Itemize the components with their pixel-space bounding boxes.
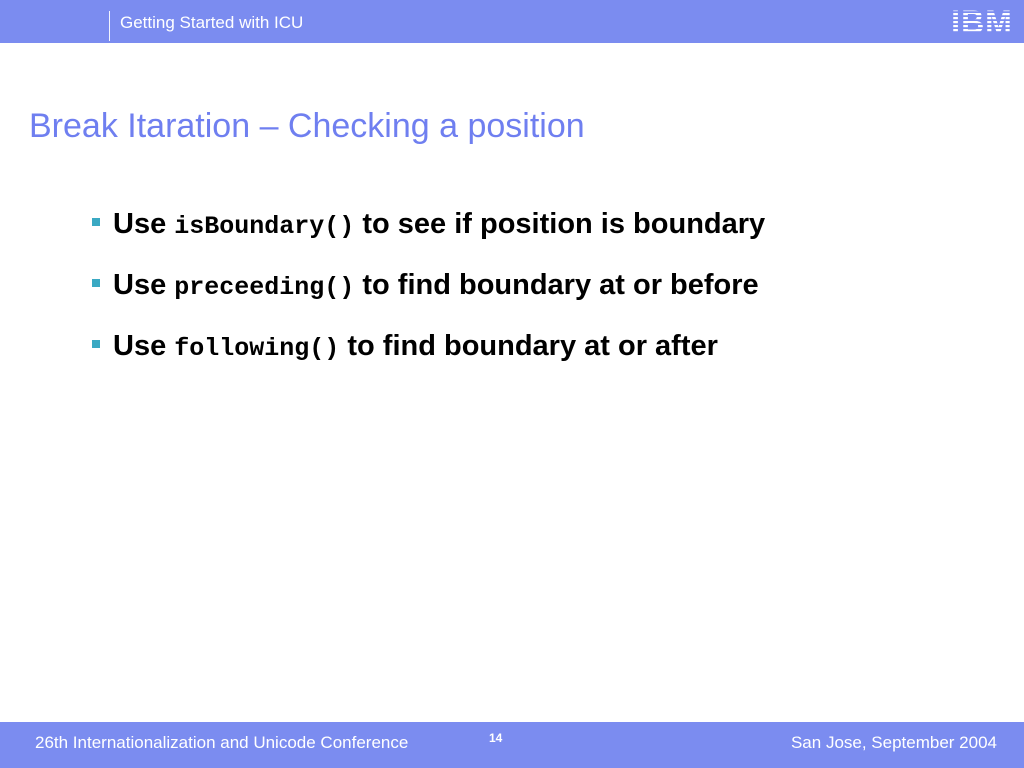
bullet-prefix: Use [113,330,175,362]
page-number: 14 [489,731,503,745]
code-snippet: following() [174,334,340,363]
presentation-title: Getting Started with ICU [120,13,304,32]
bullet-suffix: to find boundary at or before [354,269,759,301]
header-divider [109,11,110,41]
square-bullet-icon [92,279,100,287]
slide-title: Break Itaration – Checking a position [29,107,585,145]
conference-name: 26th Internationalization and Unicode Conference [35,733,409,752]
bullet-prefix: Use [113,269,175,301]
square-bullet-icon [92,218,100,226]
footer-bar [0,722,1024,768]
bullet-prefix: Use [113,208,175,240]
bullet-suffix: to find boundary at or after [339,330,718,362]
svg-text:IBM: IBM [951,5,1013,37]
code-snippet: isBoundary() [174,212,355,241]
ibm-logo [946,5,1018,37]
bullet-text [113,326,718,369]
header-bar [0,0,1024,43]
code-snippet: preceeding() [174,273,355,302]
bullet-text [113,204,765,247]
square-bullet-icon [92,340,100,348]
bullet-suffix: to see if position is boundary [354,208,766,240]
location-date: San Jose, September 2004 [790,733,997,752]
bullet-text [113,265,759,308]
